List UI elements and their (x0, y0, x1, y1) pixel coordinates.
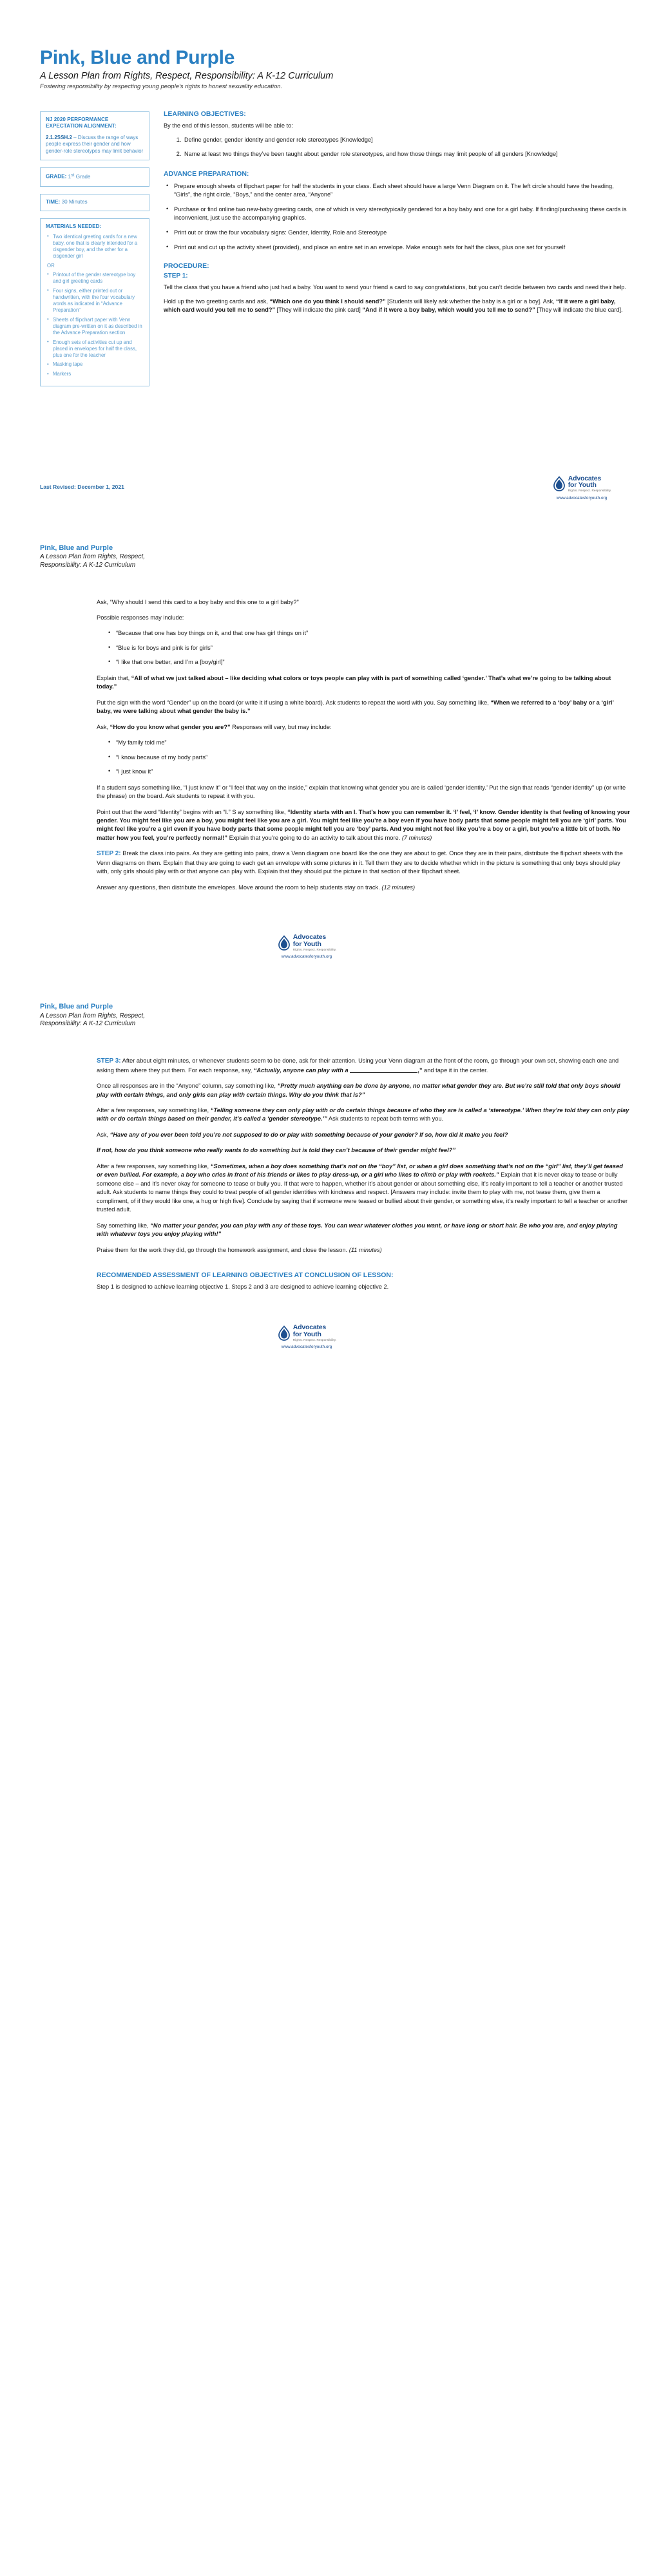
put-sign-quote: “When we referred to a ‘boy’ baby or a ‘girl’ baby, we were talking about what gender the baby is.” (97, 699, 614, 715)
bullying-paragraph (97, 1162, 630, 1215)
advocates-flame-icon (277, 1325, 291, 1341)
list-item: • Prepare enough sheets of flipchart paper for half the students in your class. Each sheet should have a large Venn Diagram on it. The left circle should have the heading, “Girls”, the right circle, “Boys,” and the center area, “Anyone” (174, 182, 630, 199)
list-item: • Sheets of flipchart paper with Venn diagram pre-written on it as described in the Advance Preparation section (53, 317, 144, 336)
materials-box (40, 218, 149, 386)
logo-row (552, 475, 611, 493)
step1-seg-a: Hold up the two greeting cards and ask, (164, 298, 270, 305)
praise-text: Praise them for the work they did, go through the homework assignment, and close the lesson. (97, 1246, 349, 1253)
page-1-columns (40, 108, 630, 393)
list-item: • Masking tape (53, 361, 144, 368)
logo-tagline: Rights. Respect. Responsibility. (292, 947, 337, 951)
praise-paragraph (97, 1246, 630, 1255)
main-content (149, 108, 630, 321)
step-3-quote-end: ,” (417, 1066, 423, 1074)
list-item: 1. Define gender, gender identity and gender role stereotypes [Knowledge] (183, 136, 630, 144)
learning-objectives-intro: By the end of this lesson, students will be able to: (164, 122, 293, 129)
gender-identity-paragraph: If a student says something like, “I just know it” or “I feel that way on the inside,” explain that knowing what gender you are is called ‘gender identity.’ Put the sign that reads “gender identity” up (or write the phrase) on the board. Ask students to repeat it with you. (97, 784, 626, 800)
advance-preparation-heading: ADVANCE PREPARATION: (164, 170, 249, 178)
list-item: • “I like that one better, and I’m a [boy/girl]” (116, 658, 630, 667)
sidebar (40, 108, 149, 393)
step-3-duration: (11 minutes) (349, 1246, 382, 1253)
standard-code: 2.1.2SSH.2 (46, 134, 72, 140)
step1-seg-c: [They will indicate the pink card] (275, 307, 363, 314)
step-1-label: STEP 1: (164, 272, 188, 279)
step-2-text: Break the class into pairs. As they are getting into pairs, draw a Venn diagram one board like the one they are about to get. Once they are in their pairs, distribute the flipchart sheets with the Venn diagrams on them. Explain that they are going to each get an envelope with some pictures in it. Tell them they are to decide whether which in the picture is something that only boys should play with, only girls should play with or that anyone can play with. Explain that they should put the picture in that section of their flipchart sheet. (97, 850, 623, 875)
time-value: 30 Minutes (61, 198, 88, 205)
time-box (40, 194, 149, 212)
ask3-quote: “Have any of you ever been told you’re not supposed to do or play with something because of your gender? If so, how did it make you feel? (110, 1131, 508, 1138)
after-quote: “Telling someone they can only play with or do certain things because of who they are is called a ‘stereotype.’ When they’re told they can only play with or do certain things based on their gender, it’s called a ‘gender stereotype.’” (97, 1107, 629, 1122)
logo-url[interactable]: www.advocatesforyouth.org (281, 954, 332, 960)
procedure-heading: PROCEDURE: (164, 262, 209, 270)
page-2-body (0, 570, 670, 893)
logo-line-1: Advocates (568, 474, 602, 482)
gender-knowledge-responses-list (97, 739, 630, 776)
document-tagline: Fostering responsibility by respecting young people's rights to honest sexuality education. (40, 83, 283, 91)
step-3-text-a: After about eight minutes, or whenever students seem to be done, ask for their attention. Using your Venn diagram at the front of the room, go through your own set, showing each one and asking them where they put them. For each response, say, (97, 1057, 619, 1074)
step-3-label: STEP 3: (97, 1057, 121, 1065)
page-2-header (0, 507, 670, 570)
logo-line-2: for Youth (568, 481, 597, 489)
step-3-quote: “Actually, anyone can play with a (253, 1066, 350, 1074)
advocates-for-youth-logo (258, 934, 355, 959)
after2-suffix: Explain that it is never okay to tease or bully someone else – and it’s never okay for someone to tease or bully you. If that were to happen, whether it’s about gender or about something else, it’s really important to tell a teacher or another trusted adult. Ask students to name things they could to treat people of all gender identities with kindness and respect. [Answers may include: invite them to play with me, not tease them, give them a compliment, of if they would like one, a hug or high five]. Conclude by saying that if someone were teased or bullied about their gender, or something else, it’s really important to tell a teacher or another trusted adult. (97, 1171, 628, 1213)
possible-responses-label: Possible responses may include: (97, 614, 184, 621)
logo-line-1: Advocates (292, 933, 327, 942)
ask3-prefix: Ask, (97, 1131, 110, 1138)
after-suffix: Ask students to repeat both terms with you. (327, 1115, 444, 1122)
assessment-text: Step 1 is designed to achieve learning objective 1. Steps 2 and 3 are designed to achieve learning objective 2. (97, 1283, 389, 1290)
step-2-text-2: Answer any questions, then distribute the envelopes. Move around the room to help students stay on track. (97, 884, 382, 891)
document-subtitle: A Lesson Plan from Rights, Respect, Responsibility: A K-12 Curriculum (40, 70, 334, 81)
time-line (46, 199, 144, 206)
list-item: • Two identical greeting cards for a new baby, one that is clearly intended for a cisgender boy, and the other for a cisgender girl (53, 234, 144, 260)
logo-line-2: for Youth (292, 940, 321, 948)
list-item: • Four signs, either printed out or handwritten, with the four vocabulary words as indicated in “Advance Preparation” (53, 288, 144, 314)
time-label: TIME: (46, 198, 61, 205)
list-item: • Enough sets of activities cut up and placed in envelopes for half the class, plus one for the teacher (53, 339, 144, 359)
logo-tagline: Rights. Respect. Responsibility. (292, 1338, 337, 1341)
step-2-paragraph (97, 849, 630, 876)
logo-text (293, 1324, 336, 1341)
materials-list-after-or (46, 272, 144, 377)
anyone-column-paragraph (97, 1082, 630, 1099)
put-sign-paragraph (97, 699, 630, 716)
ask2-suffix: Responses will vary, but may include: (230, 723, 332, 730)
page-2 (0, 507, 670, 966)
grade-line (46, 173, 144, 180)
after2-prefix: After a few responses, say something like, (97, 1162, 211, 1170)
list-item: • “Blue is for boys and pink is for girls” (116, 644, 630, 652)
page-3-title: Pink, Blue and Purple (40, 1003, 113, 1011)
ask-experience-paragraph-2 (97, 1146, 630, 1155)
list-item: • Print out and cut up the activity sheet (provided), and place an entire set in an envelope. Make enough sets for half the class, plus one set for yourself (174, 243, 630, 252)
list-item: • Printout of the gender stereotype boy and girl greeting cards (53, 272, 144, 285)
page-1 (0, 0, 670, 507)
step1-quote-1: “Which one do you think I should send?” (269, 298, 386, 305)
page-2-footer (0, 923, 670, 959)
stereotype-definition-paragraph (97, 1106, 630, 1124)
step1-seg-d: [They will indicate the blue card]. (535, 307, 623, 314)
learning-objectives-list (164, 136, 630, 158)
closing-prefix: Say something like, (97, 1222, 151, 1229)
page-3 (0, 965, 670, 1356)
page-3-body (0, 1028, 670, 1291)
assessment-heading: RECOMMENDED ASSESSMENT OF LEARNING OBJECTIVES AT CONCLUSION OF LESSON: (97, 1271, 394, 1280)
materials-or-label: OR (47, 262, 55, 269)
list-item: • “My family told me” (116, 739, 630, 747)
ask-why-question: Ask, “Why should I send this card to a boy baby and this one to a girl baby?” (97, 598, 299, 605)
step-3-paragraph (97, 1057, 630, 1075)
list-item: 2. Name at least two things they’ve been taught about gender role stereotypes, and how those things may limit people of all genders [Knowledge] (183, 150, 630, 158)
closing-statement-paragraph (97, 1222, 630, 1239)
list-item: • Print out or draw the four vocabulary signs: Gender, Identity, Role and Stereotype (174, 229, 630, 237)
grade-box (40, 167, 149, 186)
advocates-for-youth-logo (258, 1324, 355, 1349)
list-item: • “Because that one has boy things on it, and that one has girl things on it” (116, 629, 630, 638)
advocates-flame-icon (552, 476, 566, 491)
list-item: • “I know because of my body parts” (116, 753, 630, 762)
page-2-title: Pink, Blue and Purple (40, 544, 113, 552)
materials-box-title: MATERIALS NEEDED: (46, 223, 102, 230)
possible-responses-list (97, 629, 630, 667)
page-2-subtitle-line-1: A Lesson Plan from Rights, Respect, (40, 553, 146, 560)
list-item: • Markers (53, 371, 144, 377)
step-1-paragraph-1: Tell the class that you have a friend who just had a baby. You want to send your friend a card to say congratulations, but you can’t decide between two cards and need their help. (164, 283, 626, 290)
advocates-flame-icon (277, 935, 291, 951)
step-2-paragraph-2 (97, 884, 630, 892)
ask3-quote-2: If not, how do you think someone who really wants to do something but is told they can’t because of their gender might feel?” (97, 1147, 455, 1154)
logo-text (293, 934, 336, 951)
logo-line-2: for Youth (292, 1330, 321, 1338)
point-suffix: Explain that you’re going to do an activity to talk about this more. (227, 834, 402, 841)
after-prefix: After a few responses, say something like, (97, 1107, 211, 1114)
point-prefix: Point out that the word “Identity” begins with an “I.” S ay something like, (97, 808, 288, 815)
learning-objectives-heading: LEARNING OBJECTIVES: (164, 109, 246, 118)
logo-url[interactable]: www.advocatesforyouth.org (281, 1345, 332, 1350)
standards-box (40, 111, 149, 161)
standard-text: – Discuss the range of ways people express their gender and how gender-role stereotypes may limit behavior (46, 134, 144, 154)
step-2-duration: (12 minutes) (381, 884, 416, 891)
step-2-label: STEP 2: (97, 850, 121, 858)
advance-preparation-list (164, 182, 630, 252)
standards-box-title: NJ 2020 PERFORMANCE EXPECTATION ALIGNMENT: (46, 116, 117, 129)
grade-label: GRADE: (46, 174, 67, 180)
list-item: • “I just know it” (116, 768, 630, 776)
page-3-header (0, 965, 670, 1028)
step-3-text-b: and tape it in the center. (422, 1066, 488, 1074)
ask2-prefix: Ask, (97, 723, 110, 730)
once-quote: “Pretty much anything can be done by anyone, no matter what gender they are. But we’re still told that only boys should play with certain things, and only girls can play with certain things. Why do you think that is?” (97, 1083, 620, 1098)
identity-starts-with-i-paragraph (97, 808, 630, 843)
ask2-quote: “How do you know what gender you are?” (110, 723, 231, 730)
after2-quote: “Sometimes, when a boy does something that’s not on the “boy” list, or when a girl does something that’s not on the “girl” list, they’ll get teased or even bullied. For example, a boy who cries in front of his friends or likes to play dress-up, or a girl who likes to climb or play with rockets.” (97, 1162, 623, 1179)
ask-how-do-you-know-paragraph (97, 723, 630, 732)
page-3-subtitle-line-1: A Lesson Plan from Rights, Respect, (40, 1012, 146, 1019)
advocates-for-youth-logo (533, 475, 630, 500)
page-3-subtitle-line-2: Responsibility: A K-12 Curriculum (40, 1020, 136, 1028)
last-revised: Last Revised: December 1, 2021 (40, 483, 124, 490)
point-quote: “Identity starts with an I. That’s how you can remember it. ‘I’ feel, ‘I’ know. Gender identity is that feeling of knowing your gender. You might feel like you are a boy, you might feel like you are a girl. You might feel like you’re a boy even if you have body parts that some people might tell you are ‘girl’ parts. You might feel like you’re a girl even if you have body parts that some people might tell you are ‘boy’ parts. And you might not feel like you’re a boy or a girl, but you’re a little bit of both. No matter how you feel, you’re perfectly normal!” (97, 808, 631, 841)
logo-row (277, 1324, 336, 1341)
once-prefix: Once all responses are in the “Anyone” column, say something like, (97, 1083, 278, 1090)
list-item: • Purchase or find online two new-baby greeting cards, one of which is very stereotypically gendered for a boy baby and one for a girl baby. If finding/purchasing these cards is inconvenient, just use the accompanying graphics. (174, 205, 630, 222)
fill-in-blank (350, 1067, 417, 1073)
logo-row (277, 934, 336, 951)
logo-url[interactable]: www.advocatesforyouth.org (556, 495, 608, 500)
logo-line-1: Advocates (292, 1323, 327, 1332)
explain-gender-paragraph (97, 674, 630, 692)
explain-quote: “All of what we just talked about – like deciding what colors or toys people can play with is part of something called ‘gender.’ That’s what we’re going to be talking about today.” (97, 674, 611, 690)
step1-seg-b: [Students will likely ask whether the baby is a girl or a boy]. Ask, (385, 298, 557, 305)
step1-quote-2: “If it were a girl baby, which card would you tell me to send?” (164, 298, 616, 314)
explain-prefix: Explain that, (97, 674, 131, 681)
page-title: Pink, Blue and Purple (40, 47, 235, 68)
page-3-footer (0, 1313, 670, 1349)
grade-value: 1st Grade (68, 173, 91, 180)
step-1-paragraph-2 (164, 298, 630, 314)
logo-tagline: Rights. Respect. Responsibility. (568, 489, 612, 493)
step-1-duration: (7 minutes) (401, 834, 432, 841)
step1-quote-3: “And if it were a boy baby, which would you tell me to send?” (362, 307, 535, 314)
logo-text (568, 475, 611, 493)
standards-box-body (46, 135, 144, 155)
page-1-footer (0, 464, 670, 500)
page-2-subtitle-line-2: Responsibility: A K-12 Curriculum (40, 561, 136, 569)
materials-list-before-or (46, 234, 144, 260)
closing-quote: “No matter your gender, you can play with any of these toys. You can wear whatever clothes you want, or have long or short hair. Be who you are, and enjoy playing with whatever toys you enjoy playing with!” (97, 1222, 618, 1238)
put-sign-prefix: Put the sign with the word “Gender” up on the board (or write it if using a white board). Ask students to repeat the word with you. Say something like, (97, 699, 491, 706)
ask-experience-paragraph (97, 1131, 630, 1139)
